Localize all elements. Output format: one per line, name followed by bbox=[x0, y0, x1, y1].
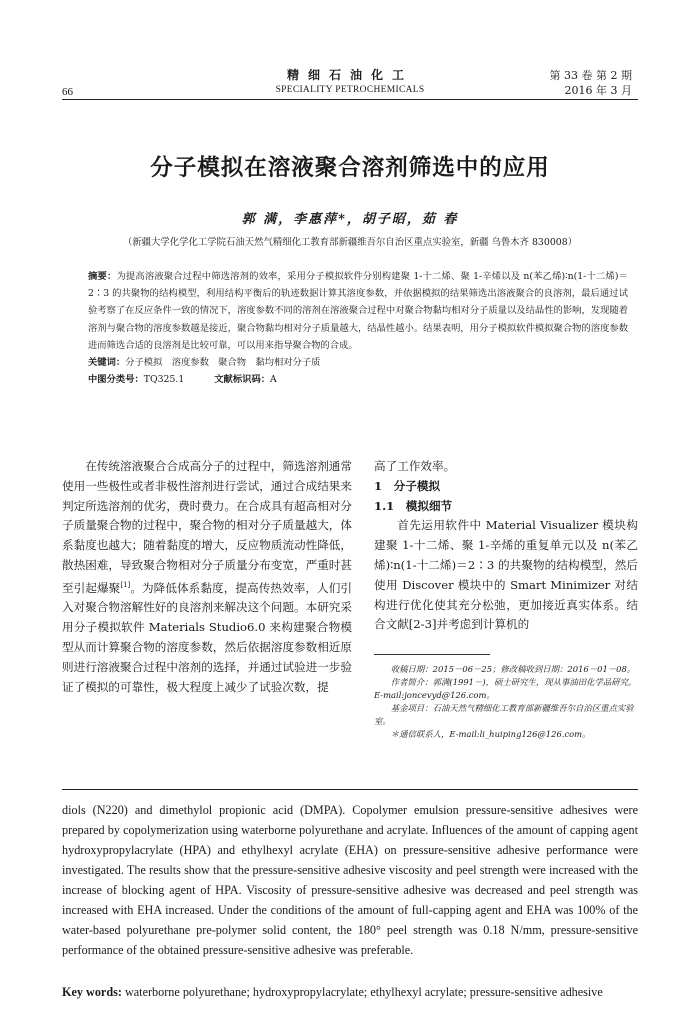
author-list: 郭 满，李惠萍*，胡子昭，茹 春 bbox=[241, 212, 459, 227]
footnote-author-bio: 作者简介：郭满(1991－)，硕士研究生，现从事油田化学品研究。E-mail:joncevyd@126.com。 bbox=[374, 677, 637, 700]
english-abstract: diols (N220) and dimethylol propionic acid (DMPA). Copolymer emulsion pressure-sensitive adhesives were prepared by copolymerization using waterborne polyurethane and acrylate. Influences of the amount of capping agent hydroxypropylacrylate (HPA) and ethylhexyl acrylate (EHA) on pressure-sensitive adhesive performance were investigated. The results show that the pressure-sensitive adhesive viscosity and peel strength were increased with the increase of blocking agent of HPA. Viscosity of pressure-sensitive adhesive was decreased and peel strength was increased with EHA increased. Under the conditions of the amount of full-capping agent and EHA was 100% of the water-based polyurethane pre-polymer solid content, the 180° peel strength was 0.18 N/mm, pressure-sensitive performance of the obtained pressure-sensitive adhesive was preferable. bbox=[62, 803, 638, 957]
section-heading-1: 1 分子模拟 bbox=[374, 478, 441, 493]
english-keywords-label: Key words: bbox=[62, 985, 122, 999]
doc-code-label: 文献标识码： bbox=[214, 374, 271, 385]
keywords-label: 关键词： bbox=[88, 357, 126, 368]
footnote-corresponding: ＊通信联系人，E-mail:li_huiping126@126.com。 bbox=[390, 729, 591, 739]
header-rule bbox=[62, 99, 638, 100]
issue-info bbox=[550, 68, 632, 98]
article-title: 分子模拟在溶液聚合溶剂筛选中的应用 bbox=[150, 155, 550, 181]
intro-continuation: 高了工作效率。 bbox=[374, 459, 456, 473]
intro-paragraph: 在传统溶液聚合合成高分子的过程中，筛选溶剂通常使用一些极性或者非极性溶剂进行尝试，通过合成结果来判定所选溶剂的优劣，费时费力。在合成具有超高相对分子质量聚合物的过程中，聚合物的相对分子质量越大，体系黏度也越大；随着黏度的增大，反应物质流动性降低，散热困难，导致聚合物相对分子质量分布变宽，严重时甚至引起爆聚[1]。为降低体系黏度，提高传热效率，人们引入对聚合物溶解性好的良溶剂来解决这个问题。本研究采用分子模拟软件 Materials Studio6.0 来构建聚合物模型从而计算聚合物的溶度参数，然后依据溶度参数相近原则进行溶液聚合过程中溶剂的选择，并通过试验进一步验证了模拟的可靠性，极大程度上减少了试验次数，提 bbox=[62, 459, 352, 694]
body-left-column bbox=[62, 457, 352, 697]
journal-name-cn: 精细石油化工 bbox=[286, 68, 413, 82]
journal-header bbox=[200, 68, 500, 97]
footnote-received: 收稿日期：2015－06－25；修改稿收到日期：2016－01－08。 bbox=[390, 664, 636, 674]
clc-code: TQ325.1 bbox=[143, 374, 185, 385]
issue-date: 2016 年 3 月 bbox=[564, 84, 632, 97]
abstract-label: 摘要： bbox=[88, 271, 117, 282]
section-separator bbox=[62, 789, 638, 790]
keywords-cn bbox=[88, 355, 628, 371]
volume-issue: 第 33 卷 第 2 期 bbox=[549, 69, 632, 82]
doc-code: A bbox=[270, 374, 277, 385]
section-heading-1-1: 1.1 模拟细节 bbox=[374, 498, 453, 513]
page-number: 66 bbox=[62, 86, 73, 98]
method-paragraph: 首先运用软件中 Material Visualizer 模块构建聚 1-十二烯、聚 1-辛烯的重复单元以及 n(苯乙烯)∶n(1-十二烯)＝2∶3 的共聚物的结构模型，然后使用 Discover 模块中的 Smart Minimizer 对结构进行优化使其充分松弛，更加接近真实体系。结合文献[2-3]并考虑到计算机的 bbox=[374, 518, 638, 632]
footnotes bbox=[374, 663, 638, 741]
body-right-column bbox=[374, 457, 638, 635]
english-keywords-text: waterborne polyurethane; hydroxypropylacrylate; ethylhexyl acrylate; pressure-sensitive adhesive bbox=[124, 985, 603, 999]
keywords-text: 分子模拟 溶度参数 聚合物 黏均相对分子质 bbox=[125, 357, 321, 368]
english-keywords bbox=[62, 982, 638, 1002]
abstract-cn bbox=[88, 268, 628, 354]
abstract-text: 为提高溶液聚合过程中筛选溶剂的效率，采用分子模拟软件分别构建聚 1-十二烯、聚 1-辛烯以及 n(苯乙烯)∶n(1-十二烯)＝2∶3 的共聚物的结构模型，利用结构平衡后的轨迹数据计算其溶度参数，并依据模拟的结果筛选出溶液聚合的良溶剂，最后通过试验考察了在反应条件一致的情况下，溶度参数不同的溶剂在溶液聚合过程中对聚合物黏均相对分子质量以及结晶性的影响，发现随着溶剂与聚合物的溶度参数越是接近，聚合物黏均相对分子质量越大，结晶性越小。结果表明，用分子模拟软件模拟聚合物的溶度参数进而筛选合适的良溶剂是比较可靠，可以用来指导聚合物的合成。 bbox=[88, 271, 628, 351]
footnote-rule bbox=[374, 654, 490, 655]
footnote-fund: 基金项目：石油天然气精细化工教育部新疆维吾尔自治区重点实验室。 bbox=[374, 703, 634, 726]
classification bbox=[88, 372, 628, 388]
affiliation: （新疆大学化学化工学院石油天然气精细化工教育部新疆维吾尔自治区重点实验室，新疆 乌鲁木齐 830008） bbox=[122, 237, 578, 248]
journal-name-en: SPECIALITY PETROCHEMICALS bbox=[275, 85, 425, 95]
clc-label: 中图分类号： bbox=[88, 374, 144, 385]
citation-ref: [1] bbox=[120, 580, 131, 589]
